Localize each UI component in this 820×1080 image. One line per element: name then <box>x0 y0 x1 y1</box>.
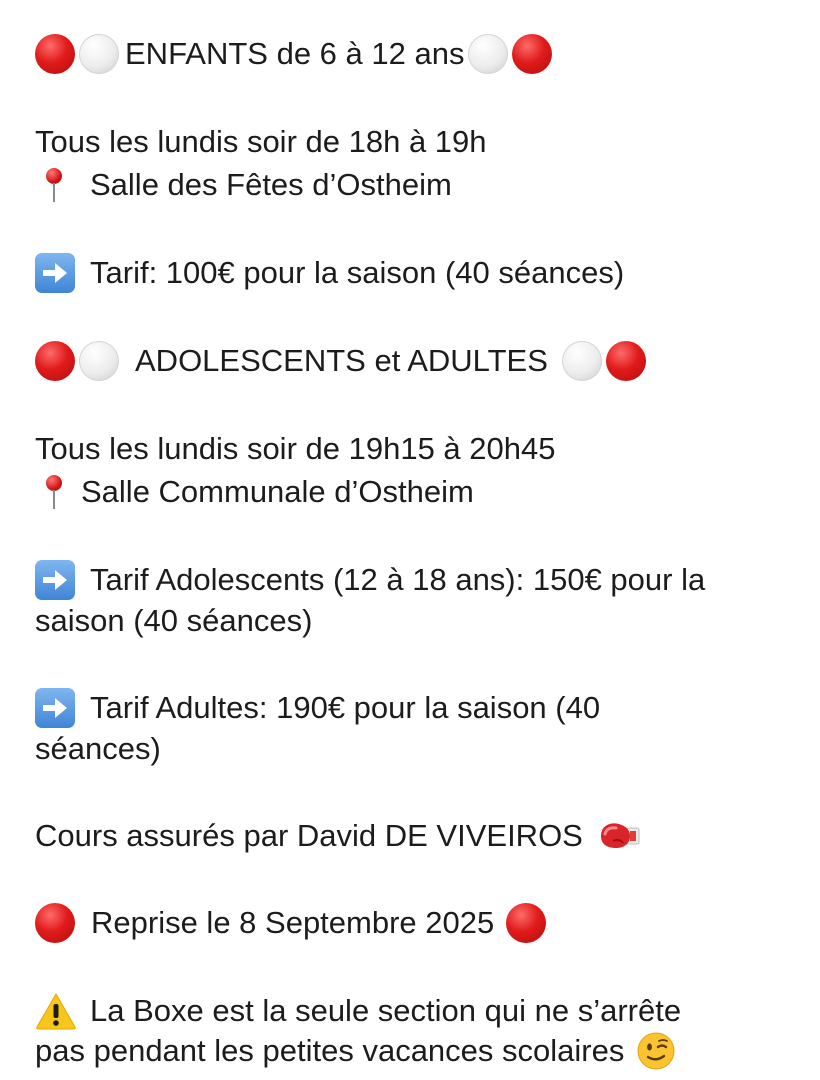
right-arrow-icon <box>35 253 75 293</box>
tarif-ado-line-2 <box>35 601 312 641</box>
white-circle-icon <box>562 341 602 381</box>
adultes-heading <box>35 341 646 381</box>
white-circle-icon <box>79 34 119 74</box>
boxing-glove-icon <box>597 819 641 853</box>
enfants-location: Salle des Fêtes d’Ostheim <box>90 167 452 202</box>
tarif-adultes-line-2 <box>35 729 161 769</box>
coach-text: Cours assurés par David DE VIVEIROS <box>35 818 583 853</box>
note-text-1: La Boxe est la seule section qui ne s’arrête <box>90 993 682 1028</box>
warning-icon <box>35 992 77 1030</box>
right-arrow-icon <box>35 688 75 728</box>
round-pushpin-icon <box>35 472 75 512</box>
reprise-line <box>35 903 546 943</box>
note-text-2: pas pendant les petites vacances scolaires <box>35 1033 625 1068</box>
tarif-ado-text-2: saison (40 séances) <box>35 603 313 638</box>
white-circle-icon <box>468 34 508 74</box>
enfants-tarif: Tarif: 100€ pour la saison (40 séances) <box>90 255 625 290</box>
enfants-title: ENFANTS de 6 à 12 ans <box>125 36 465 71</box>
note-line <box>35 991 681 1031</box>
red-circle-icon <box>35 34 75 74</box>
adultes-schedule: Tous les lundis soir de 19h15 à 20h45 <box>35 431 556 466</box>
note-line-2 <box>35 1031 676 1071</box>
reprise-text: Reprise le 8 Septembre 2025 <box>91 905 495 940</box>
adultes-title: ADOLESCENTS et ADULTES <box>135 343 548 378</box>
tarif-adultes-text-2: séances) <box>35 731 161 766</box>
enfants-schedule: Tous les lundis soir de 18h à 19h <box>35 124 487 159</box>
adultes-location: Salle Communale d’Ostheim <box>81 474 474 509</box>
enfants-heading <box>35 34 552 74</box>
white-circle-icon <box>79 341 119 381</box>
round-pushpin-icon <box>35 165 75 205</box>
red-circle-icon <box>512 34 552 74</box>
tarif-adultes-text-1: Tarif Adultes: 190€ pour la saison (40 <box>90 690 601 725</box>
right-arrow-icon <box>35 560 75 600</box>
coach-line <box>35 816 641 856</box>
red-circle-icon <box>35 341 75 381</box>
tarif-ado-line <box>35 560 705 600</box>
tarif-adultes-line <box>35 688 600 728</box>
enfants-schedule-line <box>35 122 487 162</box>
tarif-ado-text-1: Tarif Adolescents (12 à 18 ans): 150€ pour la <box>90 562 706 597</box>
winking-face-icon <box>636 1031 676 1071</box>
enfants-tarif-line <box>35 253 624 293</box>
adultes-schedule-line <box>35 429 555 469</box>
adultes-location-line <box>35 472 474 512</box>
enfants-location-line <box>35 165 452 205</box>
red-circle-icon <box>35 903 75 943</box>
red-circle-icon <box>606 341 646 381</box>
red-circle-icon <box>506 903 546 943</box>
